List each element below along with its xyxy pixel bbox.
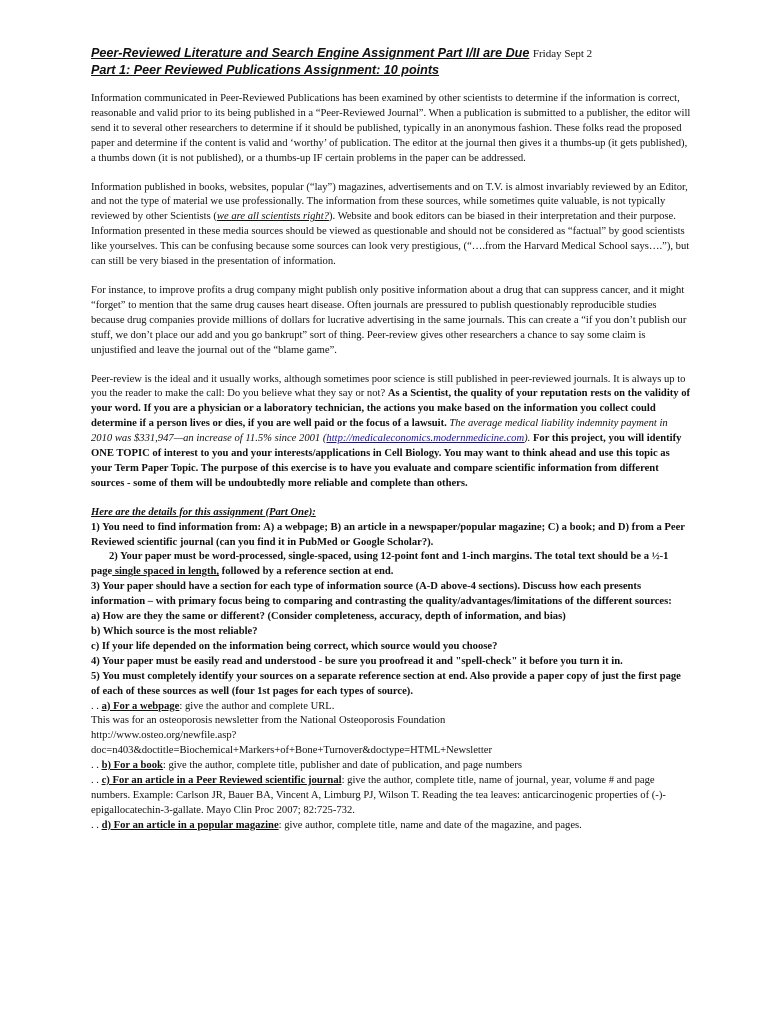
detail-item-1: 1) You need to find information from: A) a webpage; B) an article in a newspaper/popular magazine; C) a book; and D) from a Peer Reviewed scientific journal (can you find it in PubMed or Google Scholar?). bbox=[91, 521, 685, 548]
assignment-details bbox=[91, 506, 691, 834]
dots: . . bbox=[91, 760, 102, 772]
scientists-remark: we are all scientists right? bbox=[216, 211, 329, 223]
detail-item-5: 5) You must completely identify your sources on a separate reference section at end. Also provide a paper copy of just the first page of each of these sources as well (four 1st pages for each types of source). bbox=[91, 670, 681, 697]
detail-item-2 bbox=[91, 550, 691, 580]
ref-webpage-text: : give the author and complete URL. bbox=[179, 700, 335, 712]
item2-text-a: 2) Your paper must be word-processed, single-spaced, using 12-point font and 1-inch margins. The total text should be a ½-1 page bbox=[91, 551, 669, 578]
question-a: a) How are they the same or different? (Consider completeness, accuracy, depth of information, and bias) bbox=[91, 611, 566, 623]
p2-text-a: Information published in books, websites, popular (“lay”) magazines, advertisements and on T.V. is almost invariably reviewed by an Editor, and not the type of material we use professionally. The information from these sources, while sometimes quite valuable, is not typically reviewed by other Scientists ( bbox=[91, 181, 688, 223]
item2-text-b: followed by a reference section at end. bbox=[219, 566, 394, 578]
ref-magazine-label: d) For an article in a popular magazine bbox=[101, 819, 279, 831]
reference-journal bbox=[91, 774, 691, 819]
reference-webpage-example-3: doc=n403&doctitle=Biochemical+Markers+of+Bone+Turnover&doctype=HTML+Newsletter bbox=[91, 745, 493, 757]
p4-text-italic: The average medical liability indemnity payment in 2010 was $331,947—an increase of 11.5% since 2001 ( bbox=[91, 418, 668, 445]
paragraph-reputation bbox=[91, 373, 691, 492]
assignment-title-line bbox=[91, 46, 691, 63]
reference-webpage-example-1: This was for an osteoporosis newsletter from the National Osteoporosis Foundation bbox=[91, 715, 446, 727]
assignment-title: Peer-Reviewed Literature and Search Engine Assignment Part I/II are Due bbox=[91, 46, 530, 60]
item2-underline: single spaced in length, bbox=[112, 566, 220, 578]
ref-book-text: : give the author, complete title, publisher and date of publication, and page numbers bbox=[162, 760, 522, 772]
ref-journal-label: c) For an article in a Peer Reviewed scientific journal bbox=[101, 775, 342, 787]
due-date: Friday Sept 2 bbox=[532, 48, 593, 60]
p4-text-a: Peer-review is the ideal and it usually works, although sometimes poor science is still published in peer-reviewed journals. It is always up to you the reader to make the call: Do you believe what they say or not? bbox=[91, 373, 686, 400]
part-one-heading: Part 1: Peer Reviewed Publications Assignment: 10 points bbox=[91, 62, 440, 77]
details-heading: Here are the details for this assignment (Part One): bbox=[91, 506, 316, 518]
ref-book-label: b) For a book bbox=[101, 760, 163, 772]
question-c: c) If your life depended on the information being correct, which source would you choose? bbox=[91, 640, 498, 652]
dots: . . bbox=[91, 700, 102, 712]
medical-economics-link[interactable]: http://medicaleconomics.modernmedicine.com bbox=[326, 433, 525, 445]
p4-text-close: ). bbox=[524, 433, 531, 445]
ref-magazine-text: : give author, complete title, name and date of the magazine, and pages. bbox=[278, 819, 582, 831]
p4-text-bold: As a Scientist, the quality of your reputation rests on the validity of your word. If you are a physician or a laboratory technician, the actions you make based on the information you collect could determine if a person lives or dies, if you are well paid or the focus of a lawsuit. bbox=[91, 388, 691, 430]
reference-book bbox=[91, 759, 691, 774]
ref-webpage-label: a) For a webpage bbox=[101, 700, 180, 712]
dots: . . bbox=[91, 819, 102, 831]
detail-item-4: 4) Your paper must be easily read and understood - be sure you proofread it and "spell-check" it before you turn it in. bbox=[91, 655, 623, 667]
reference-magazine bbox=[91, 819, 691, 834]
dots: . . bbox=[91, 775, 102, 787]
reference-webpage-example-2: http://www.osteo.org/newfile.asp? bbox=[91, 730, 237, 742]
paragraph-peer-review: Information communicated in Peer-Reviewed Publications has been examined by other scientists to determine if the information is correct, reasonable and valid prior to its being published in a “Peer-Reviewed Journal”. When a publication is submitted to a publisher, the editor will send it to several other researchers to determine if it should be published, typically in an anonymous fashion. These folks read the proposed paper and determine if the content is valid and ‘worthy’ of publication. The editor at the journal then gives it a thumbs-up (it gets published), a thumbs down (it is not published), or a thumbs-up IF certain problems in the paper can be addressed. bbox=[91, 93, 691, 164]
paragraph-editor-sources bbox=[91, 181, 691, 270]
ref-journal-text: : give the author, complete title, name of journal, year, volume # and page numbers. Example: Carlson JR, Bauer BA, Vincent A, Limburg PJ, Wilson T. Reading the tea leaves: anticarcinogenic properties of (-)-epigallocatechin-3-gallate. Mayo Clin Proc 2007; 82:725-732. bbox=[91, 775, 666, 816]
reference-webpage bbox=[91, 700, 691, 715]
p2-text-b: ). Website and book editors can be biased in their interpretation and their purpose. Information presented in these media sources should be viewed as questionable and should not be considered as “factual” by good scientists like yourselves. This can be confusing because some sources can look very prestigious, (“….from the Harvard Medical School says….”), but can still be very biased in the presentation of information. bbox=[91, 211, 690, 268]
question-b: b) Which source is the most reliable? bbox=[91, 626, 258, 637]
detail-item-3: 3) Your paper should have a section for each type of information source (A-D above-4 sections). Discuss how each presents information – with primary focus being to comparing and contrasting the quality/advantages/limitations of the different sources: bbox=[91, 581, 672, 608]
paragraph-drug-company: For instance, to improve profits a drug company might publish only positive information about a drug that can suppress cancer, and it might “forget” to mention that the same drug causes heart disease. Often journals are pressured to publish questionably reproducible studies because drug companies provide millions of dollars for lucrative advertising in the same journals. This can create a “if you don’t publish our stuff, we don’t place our add and you go bankrupt” sort of thing. Peer-review gives other researchers a chance to say some claim is unjustified and leave the journal out of the “blame game”. bbox=[91, 284, 687, 356]
p4-text-project: For this project, you will identify ONE TOPIC of interest to you and your interests/applications in Cell Biology. You may want to think ahead and use this topic as your Term Paper Topic. The purpose of this exercise is to have you evaluate and compare scientific information from different sources - some of them will be undoubtedly more reliable and complete than others. bbox=[91, 433, 682, 489]
document-page bbox=[91, 46, 691, 834]
